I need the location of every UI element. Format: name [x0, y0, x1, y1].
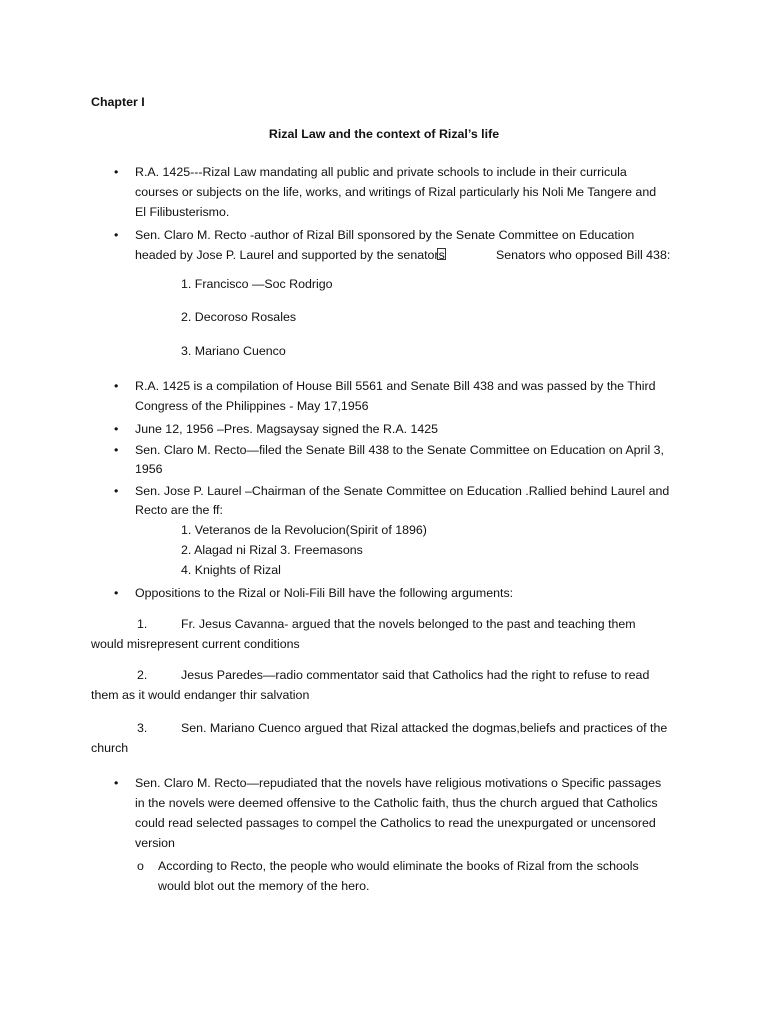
bullet-icon: • — [114, 422, 119, 436]
opposer-name: Mariano Cuenco — [194, 344, 286, 358]
sub-bullet-line-2: would blot out the memory of the hero. — [158, 879, 370, 893]
bullet-8-line-3: could read selected passages to compel the Catholics to read the unexpurgated or uncensored — [135, 816, 656, 830]
bullet-1-line-2: courses or subjects on the life, works, and writings of Rizal particularly his Noli Me Tangere and — [135, 185, 657, 199]
bullet-icon: • — [114, 165, 119, 179]
argument-2-line-1: Jesus Paredes—radio commentator said that Catholics had the right to refuse to read — [181, 668, 650, 682]
list-number: 3. — [181, 344, 192, 358]
argument-3-line-1: Sen. Mariano Cuenco argued that Rizal attacked the dogmas,beliefs and practices of the — [181, 721, 668, 735]
bullet-3-line-2: Congress of the Philippines - May 17,1956 — [135, 399, 369, 413]
bullet-icon: • — [114, 443, 119, 457]
argument-1-line-2: would misrepresent current conditions — [91, 637, 300, 651]
argument-2-number: 2. — [137, 668, 148, 682]
supporter-item-2: 2. Alagad ni Rizal 3. Freemasons — [181, 543, 363, 557]
bullet-icon: • — [114, 776, 119, 790]
chapter-heading: Chapter I — [91, 95, 145, 109]
bullet-icon: • — [114, 228, 119, 242]
argument-2-line-2: them as it would endanger thir salvation — [91, 688, 310, 702]
argument-3-number: 3. — [137, 721, 148, 735]
bullet-2-line-2: headed by Jose P. Laurel and supported by the senators — [135, 248, 445, 262]
bullet-1-line-3: El Filibusterismo. — [135, 205, 230, 219]
bullet-8-line-2: in the novels were deemed offensive to the Catholic faith, thus the church argued that Catholics — [135, 796, 658, 810]
list-number: 2. — [181, 310, 192, 324]
bullet-3-line-1: R.A. 1425 is a compilation of House Bill 5561 and Senate Bill 438 and was passed by the Third — [135, 379, 656, 393]
opposer-item-3 — [181, 341, 286, 361]
argument-3-line-2: church — [91, 741, 129, 755]
sub-bullet-icon: o — [137, 859, 144, 873]
opposer-item-2 — [181, 307, 296, 327]
argument-1-line-1: Fr. Jesus Cavanna- argued that the novels belonged to the past and teaching them — [181, 617, 636, 631]
bullet-2-line-2-continued: Senators who opposed Bill 438: — [496, 248, 671, 262]
bullet-6-line-2: Recto are the ff: — [135, 503, 223, 517]
opposer-name: Francisco —Soc Rodrigo — [194, 277, 333, 291]
bullet-icon: • — [114, 379, 119, 393]
argument-1-number: 1. — [137, 617, 148, 631]
missing-glyph-icon — [437, 248, 446, 260]
list-number: 1. — [181, 277, 192, 291]
bullet-icon: • — [114, 586, 119, 600]
bullet-1-line-1: R.A. 1425---Rizal Law mandating all public and private schools to include in their curricula — [135, 165, 627, 179]
bullet-icon: • — [114, 484, 119, 498]
sub-bullet-line-1: According to Recto, the people who would eliminate the books of Rizal from the schools — [158, 859, 639, 873]
supporter-item-3: 4. Knights of Rizal — [181, 563, 281, 577]
bullet-5-line-2: 1956 — [135, 462, 163, 476]
opposer-name: Decoroso Rosales — [194, 310, 297, 324]
bullet-4-line-1: June 12, 1956 –Pres. Magsaysay signed the R.A. 1425 — [135, 422, 439, 436]
bullet-5-line-1: Sen. Claro M. Recto—filed the Senate Bill 438 to the Senate Committee on Education on April 3, — [135, 443, 664, 457]
bullet-8-line-1: Sen. Claro M. Recto—repudiated that the novels have religious motivations o Specific passages — [135, 776, 662, 790]
bullet-2-line-1: Sen. Claro M. Recto -author of Rizal Bill sponsored by the Senate Committee on Education — [135, 228, 635, 242]
opposer-item-1 — [181, 274, 333, 294]
bullet-7-line-1: Oppositions to the Rizal or Noli-Fili Bill have the following arguments: — [135, 586, 514, 600]
document-title: Rizal Law and the context of Rizal’s life — [268, 127, 500, 141]
bullet-8-line-4: version — [135, 836, 175, 850]
bullet-6-line-1: Sen. Jose P. Laurel –Chairman of the Senate Committee on Education .Rallied behind Laurel and — [135, 484, 670, 498]
supporter-item-1: 1. Veteranos de la Revolucion(Spirit of 1896) — [181, 523, 427, 537]
